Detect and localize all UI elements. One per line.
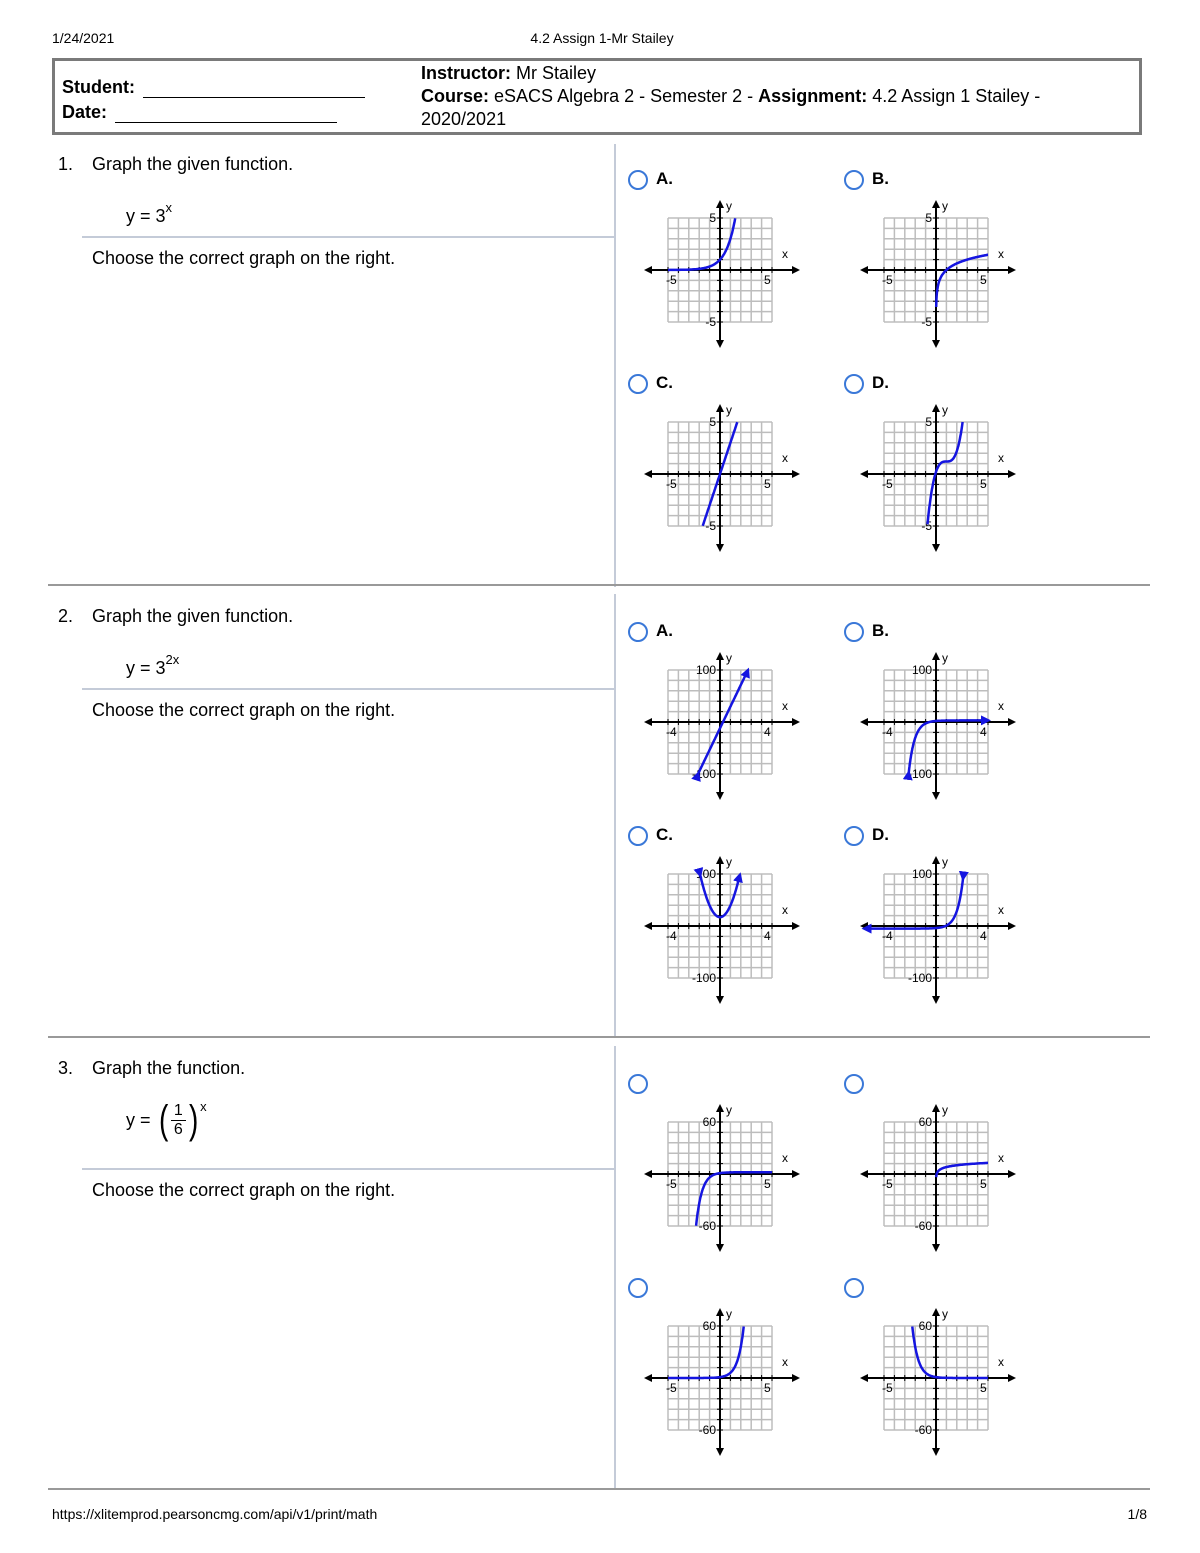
question-instruction: Choose the correct graph on the right. — [92, 248, 396, 268]
answer-graph — [628, 844, 813, 1014]
source-url: https://xlitemprod.pearsoncmg.com/api/v1/print/math — [52, 1506, 378, 1522]
y-min-tick-label: -5 — [921, 315, 932, 329]
function-curve — [668, 1327, 744, 1379]
x-max-tick-label: 4 — [980, 725, 987, 739]
student-info — [62, 73, 382, 123]
question-column-divider — [614, 594, 616, 1037]
y-axis-label: y — [942, 1103, 948, 1117]
x-axis-label: x — [782, 451, 788, 465]
y-axis-label: y — [942, 855, 948, 869]
y-max-tick-label: 100 — [695, 663, 716, 677]
answer-graph — [628, 1296, 813, 1466]
x-min-tick-label: -5 — [882, 273, 893, 287]
fraction — [171, 1102, 186, 1139]
answer-graph — [628, 1092, 813, 1262]
fraction-equation — [126, 1100, 207, 1140]
x-axis-label: x — [782, 247, 788, 261]
question-prompt: Graph the given function. — [92, 606, 294, 626]
answer-graph — [844, 1296, 1029, 1466]
left-paren: ( — [158, 1098, 168, 1142]
question-prompt: Graph the function. — [92, 1058, 246, 1078]
question-column-divider — [614, 144, 616, 587]
x-max-tick-label: 4 — [764, 929, 771, 943]
question-number: 2. — [58, 606, 74, 626]
student-label: Student: — [62, 77, 135, 97]
y-axis-label: y — [942, 403, 948, 417]
option-letter: B. — [872, 621, 889, 640]
y-min-tick-label: -5 — [705, 315, 716, 329]
date-label: Date: — [62, 102, 108, 122]
function-curve — [912, 1327, 988, 1379]
y-max-tick-label: 5 — [709, 211, 716, 225]
equation-base: y = 3 — [126, 206, 166, 226]
answer-graph — [844, 640, 1029, 810]
page-number: 1/8 — [1127, 1506, 1147, 1522]
answer-graph — [628, 188, 808, 358]
radio-button[interactable] — [844, 1278, 864, 1298]
x-axis-label: x — [782, 1355, 788, 1369]
x-min-tick-label: -4 — [882, 725, 893, 739]
prompt-separator — [82, 1168, 614, 1170]
question-number: 3. — [58, 1058, 74, 1078]
question-divider — [48, 1036, 1150, 1038]
y-min-tick-label: -5 — [921, 519, 932, 533]
question-column-divider — [614, 1046, 616, 1489]
y-axis-label: y — [726, 199, 732, 213]
y-axis-label: y — [942, 1307, 948, 1321]
y-max-tick-label: 5 — [709, 415, 716, 429]
y-min-tick-label: -60 — [914, 1423, 932, 1437]
radio-button[interactable] — [844, 170, 864, 190]
answer-graph — [844, 844, 1029, 1014]
x-max-tick-label: 4 — [980, 929, 987, 943]
question-divider — [48, 1488, 1150, 1490]
x-axis-label: x — [998, 247, 1004, 261]
print-date: 1/24/2021 — [52, 30, 115, 46]
radio-button[interactable] — [844, 826, 864, 846]
x-min-tick-label: -5 — [666, 1381, 677, 1395]
y-max-tick-label: 100 — [911, 663, 932, 677]
y-min-tick-label: -60 — [698, 1423, 716, 1437]
y-min-tick-label: -60 — [698, 1219, 716, 1233]
x-min-tick-label: -5 — [882, 1381, 893, 1395]
function-curve — [696, 1172, 772, 1225]
radio-button[interactable] — [628, 622, 648, 642]
x-max-tick-label: 5 — [764, 1381, 771, 1395]
y-min-tick-label: -5 — [705, 519, 716, 533]
x-min-tick-label: -5 — [882, 477, 893, 491]
y-max-tick-label: 5 — [925, 415, 932, 429]
y-max-tick-label: 60 — [702, 1115, 716, 1129]
question-instruction: Choose the correct graph on the right. — [92, 1180, 396, 1200]
fraction-numerator: 1 — [171, 1102, 186, 1121]
x-axis-label: x — [998, 903, 1004, 917]
question-1 — [48, 142, 1150, 587]
x-axis-label: x — [998, 451, 1004, 465]
equation-base: y = — [126, 1109, 151, 1130]
equation-exponent: x — [165, 200, 173, 215]
student-name-blank — [143, 80, 365, 98]
x-min-tick-label: -5 — [666, 273, 677, 287]
radio-button[interactable] — [844, 374, 864, 394]
answer-graph — [844, 1092, 1029, 1262]
function-curve — [909, 720, 988, 773]
page-title: 4.2 Assign 1-Mr Stailey — [530, 30, 674, 46]
prompt-separator — [82, 688, 614, 690]
y-max-tick-label: 60 — [702, 1319, 716, 1333]
x-axis-label: x — [782, 1151, 788, 1165]
answer-graph — [628, 392, 808, 562]
y-axis-label: y — [726, 1307, 732, 1321]
x-max-tick-label: 5 — [980, 477, 987, 491]
question-2 — [48, 594, 1150, 1039]
y-min-tick-label: -100 — [907, 767, 932, 781]
instructor-label: Instructor: — [421, 63, 511, 83]
answer-graph — [628, 640, 813, 810]
y-axis-label: y — [726, 1103, 732, 1117]
course-value: eSACS Algebra 2 - Semester 2 - — [494, 86, 754, 106]
y-min-tick-label: -100 — [907, 971, 932, 985]
question-instruction: Choose the correct graph on the right. — [92, 700, 396, 720]
course-info — [421, 62, 1121, 131]
y-min-tick-label: -100 — [691, 767, 716, 781]
x-min-tick-label: -5 — [666, 477, 677, 491]
y-axis-label: y — [942, 199, 948, 213]
prompt-separator — [82, 236, 614, 238]
radio-button[interactable] — [844, 1074, 864, 1094]
question-equation — [126, 1100, 207, 1140]
option-letter: D. — [872, 373, 889, 392]
assignment-label: Assignment: — [758, 86, 868, 106]
radio-button[interactable] — [628, 1278, 648, 1298]
x-axis-label: x — [782, 699, 788, 713]
y-axis-label: y — [942, 651, 948, 665]
answer-graph — [844, 188, 1024, 358]
y-axis-label: y — [726, 403, 732, 417]
y-max-tick-label: 60 — [918, 1115, 932, 1129]
function-curve — [865, 878, 964, 928]
assignment-info-box — [52, 58, 1142, 135]
question-divider — [48, 584, 1150, 586]
option-letter: C. — [656, 373, 673, 392]
y-min-tick-label: -100 — [691, 971, 716, 985]
x-axis-label: x — [998, 1151, 1004, 1165]
x-min-tick-label: -5 — [882, 1177, 893, 1191]
radio-button[interactable] — [628, 1074, 648, 1094]
x-max-tick-label: 5 — [764, 477, 771, 491]
y-max-tick-label: 100 — [695, 867, 716, 881]
y-max-tick-label: 5 — [925, 211, 932, 225]
date-blank — [115, 105, 337, 123]
question-number: 1. — [58, 154, 74, 174]
x-max-tick-label: 5 — [980, 273, 987, 287]
equation-base: y = 3 — [126, 658, 166, 678]
y-axis-label: y — [726, 855, 732, 869]
y-min-tick-label: -60 — [914, 1219, 932, 1233]
question-equation — [126, 652, 180, 679]
x-axis-label: x — [998, 699, 1004, 713]
question-equation — [126, 200, 173, 227]
x-min-tick-label: -4 — [666, 929, 677, 943]
y-axis-label: y — [726, 651, 732, 665]
y-max-tick-label: 100 — [911, 867, 932, 881]
x-max-tick-label: 5 — [980, 1381, 987, 1395]
x-max-tick-label: 4 — [764, 725, 771, 739]
course-label: Course: — [421, 86, 490, 106]
assignment-value: 4.2 Assign 1 Stailey - 2020/2021 — [421, 86, 1041, 129]
option-letter: A. — [656, 169, 673, 188]
option-letter: D. — [872, 825, 889, 844]
x-min-tick-label: -5 — [666, 1177, 677, 1191]
right-paren: ) — [188, 1098, 199, 1142]
x-axis-label: x — [998, 1355, 1004, 1369]
equation-exponent: 2x — [165, 652, 180, 667]
radio-button[interactable] — [628, 374, 648, 394]
radio-button[interactable] — [628, 170, 648, 190]
x-max-tick-label: 5 — [980, 1177, 987, 1191]
y-max-tick-label: 60 — [918, 1319, 932, 1333]
page-header — [52, 30, 1152, 50]
x-max-tick-label: 5 — [764, 273, 771, 287]
option-letter: A. — [656, 621, 673, 640]
question-3 — [48, 1046, 1150, 1491]
answer-graph — [844, 392, 1024, 562]
radio-button[interactable] — [628, 826, 648, 846]
question-prompt: Graph the given function. — [92, 154, 294, 174]
x-min-tick-label: -4 — [666, 725, 677, 739]
function-curve — [936, 1163, 988, 1177]
x-max-tick-label: 5 — [764, 1177, 771, 1191]
option-letter: C. — [656, 825, 673, 844]
x-axis-label: x — [782, 903, 788, 917]
option-letter: B. — [872, 169, 889, 188]
instructor-value: Mr Stailey — [516, 63, 597, 83]
x-min-tick-label: -4 — [882, 929, 893, 943]
equation-exponent: x — [200, 1099, 207, 1114]
fraction-denominator: 6 — [173, 1120, 183, 1138]
radio-button[interactable] — [844, 622, 864, 642]
